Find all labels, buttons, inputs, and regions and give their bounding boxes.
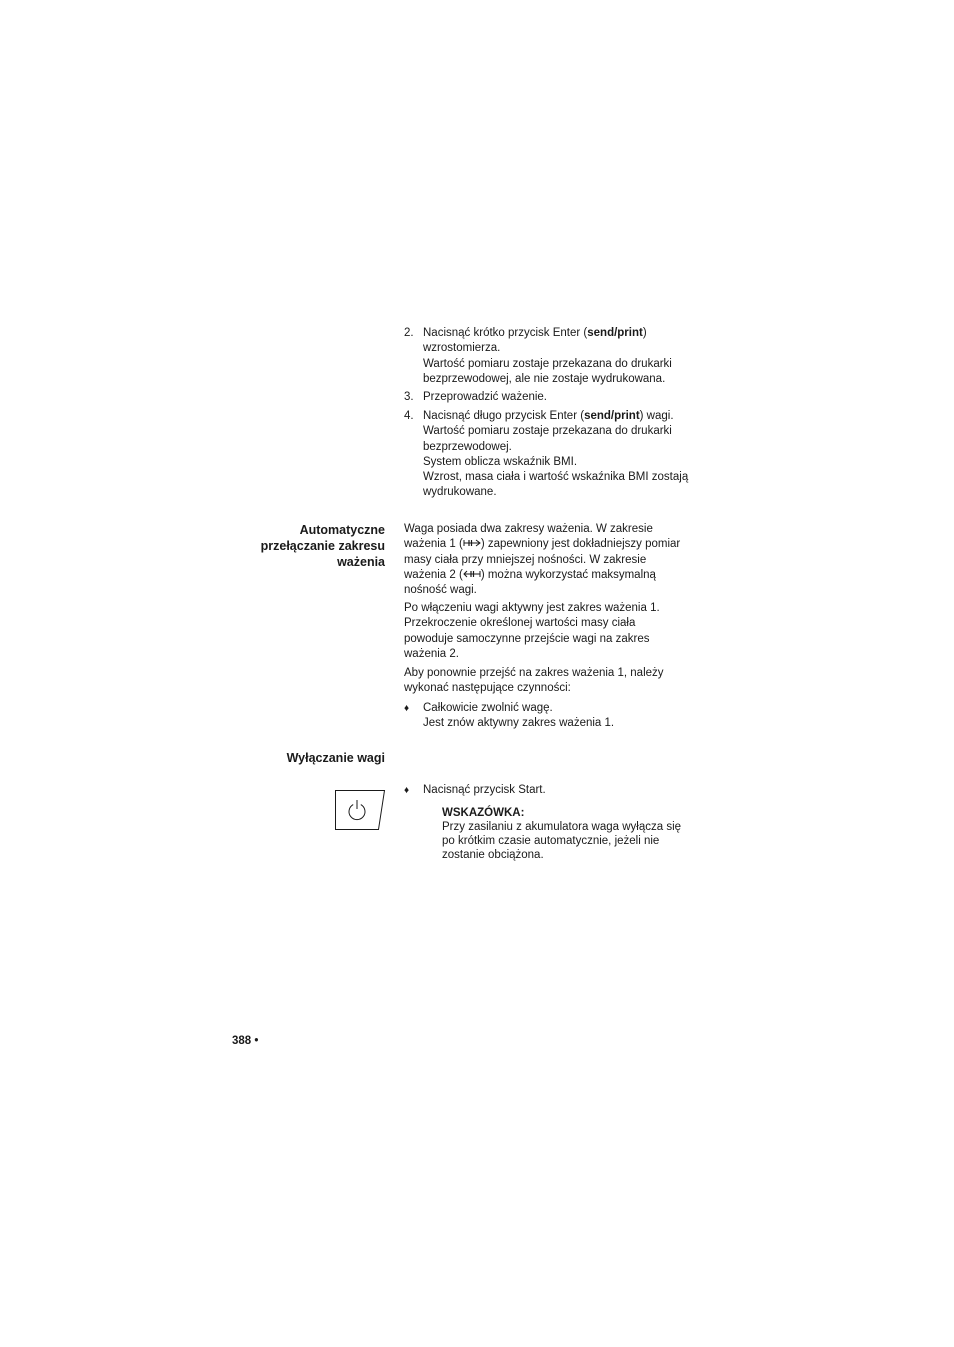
step-text: ) — [642, 327, 647, 339]
heading-line: przełączanie zakresu — [260, 539, 385, 553]
section-heading-switch-off: Wyłączanie wagi — [286, 751, 385, 765]
step-result: Wartość pomiaru zostaje przekazana do drukarki bezprzewodowej, ale nie zostaje wydrukowana. — [423, 357, 672, 385]
paragraph-line: masy ciała przy mniejszej nośności. W zakresie — [404, 553, 647, 566]
bullet-diamond-icon: ♦ — [404, 703, 410, 714]
paragraph-line — [404, 568, 694, 583]
step-result: Wzrost, masa ciała i wartość wskaźnika BMI zostają wydrukowane. — [423, 471, 689, 499]
paragraph-text: ) zapewniony jest dokładniejszy pomiar — [480, 538, 681, 551]
heading-line: ważenia — [337, 555, 385, 569]
paragraph-text: ważenia 1 ( — [404, 538, 463, 551]
step-text: Nacisnąć długo przycisk Enter ( — [423, 410, 585, 422]
step-number: 2. — [404, 327, 414, 339]
step-text: Nacisnąć krótko przycisk Enter ( — [423, 327, 588, 339]
bullet-result: Jest znów aktywny zakres ważenia 1. — [423, 717, 615, 730]
button-label: send/print — [584, 410, 640, 422]
paragraph-text: ) można wykorzystać maksymalną — [480, 568, 656, 581]
auto-range-paragraph-3: Aby ponownie przejść na zakres ważenia 1, należy wykonać następujące czynności: — [404, 667, 664, 695]
note-box — [442, 806, 692, 862]
step-text: ) wagi. — [639, 410, 674, 422]
switch-off-bullet: Nacisnąć przycisk Start. — [423, 784, 546, 796]
step-2 — [423, 326, 693, 387]
auto-range-paragraph-2: Po włączeniu wagi aktywny jest zakres ważenia 1. Przekroczenie określonej wartości masy ciała powoduje samoczynne przejście wagi na zakres ważenia 2. — [404, 602, 660, 660]
button-label: send/print — [587, 327, 643, 339]
start-button-icon — [334, 789, 386, 836]
step-4-instruction — [423, 409, 693, 424]
step-number: 3. — [404, 391, 414, 403]
step-result: System oblicza wskaźnik BMI. — [423, 455, 578, 468]
step-4 — [423, 409, 693, 501]
heading-line: Automatyczne — [299, 523, 385, 537]
step-number: 4. — [404, 410, 414, 422]
paragraph-line: Waga posiada dwa zakresy ważenia. W zakresie — [404, 523, 653, 535]
step-2-instruction — [423, 326, 693, 341]
step-result: Wartość pomiaru zostaje przekazana do drukarki bezprzewodowej. — [423, 425, 672, 453]
bullet-text: Całkowicie zwolnić wagę. — [423, 702, 553, 714]
paragraph-text: ważenia 2 ( — [404, 568, 463, 581]
auto-range-bullet — [423, 701, 693, 732]
step-text: wzrostomierza. — [423, 342, 501, 355]
weighing-range-2-icon — [463, 569, 481, 579]
step-3: Przeprowadzić ważenie. — [423, 391, 548, 403]
page-number: 388 • — [232, 1035, 259, 1047]
bullet-diamond-icon: ♦ — [404, 785, 410, 796]
paragraph-line — [404, 537, 694, 552]
weighing-range-1-icon — [463, 538, 481, 548]
note-text: Przy zasilaniu z akumulatora waga wyłącza się po krótkim czasie automatycznie, jeżeli nie zostanie obciążona. — [442, 821, 682, 861]
paragraph-line: nośność wagi. — [404, 584, 477, 597]
auto-range-paragraph-1 — [404, 522, 694, 598]
note-title: WSKAZÓWKA: — [442, 807, 525, 819]
section-heading-auto-range — [261, 522, 385, 570]
